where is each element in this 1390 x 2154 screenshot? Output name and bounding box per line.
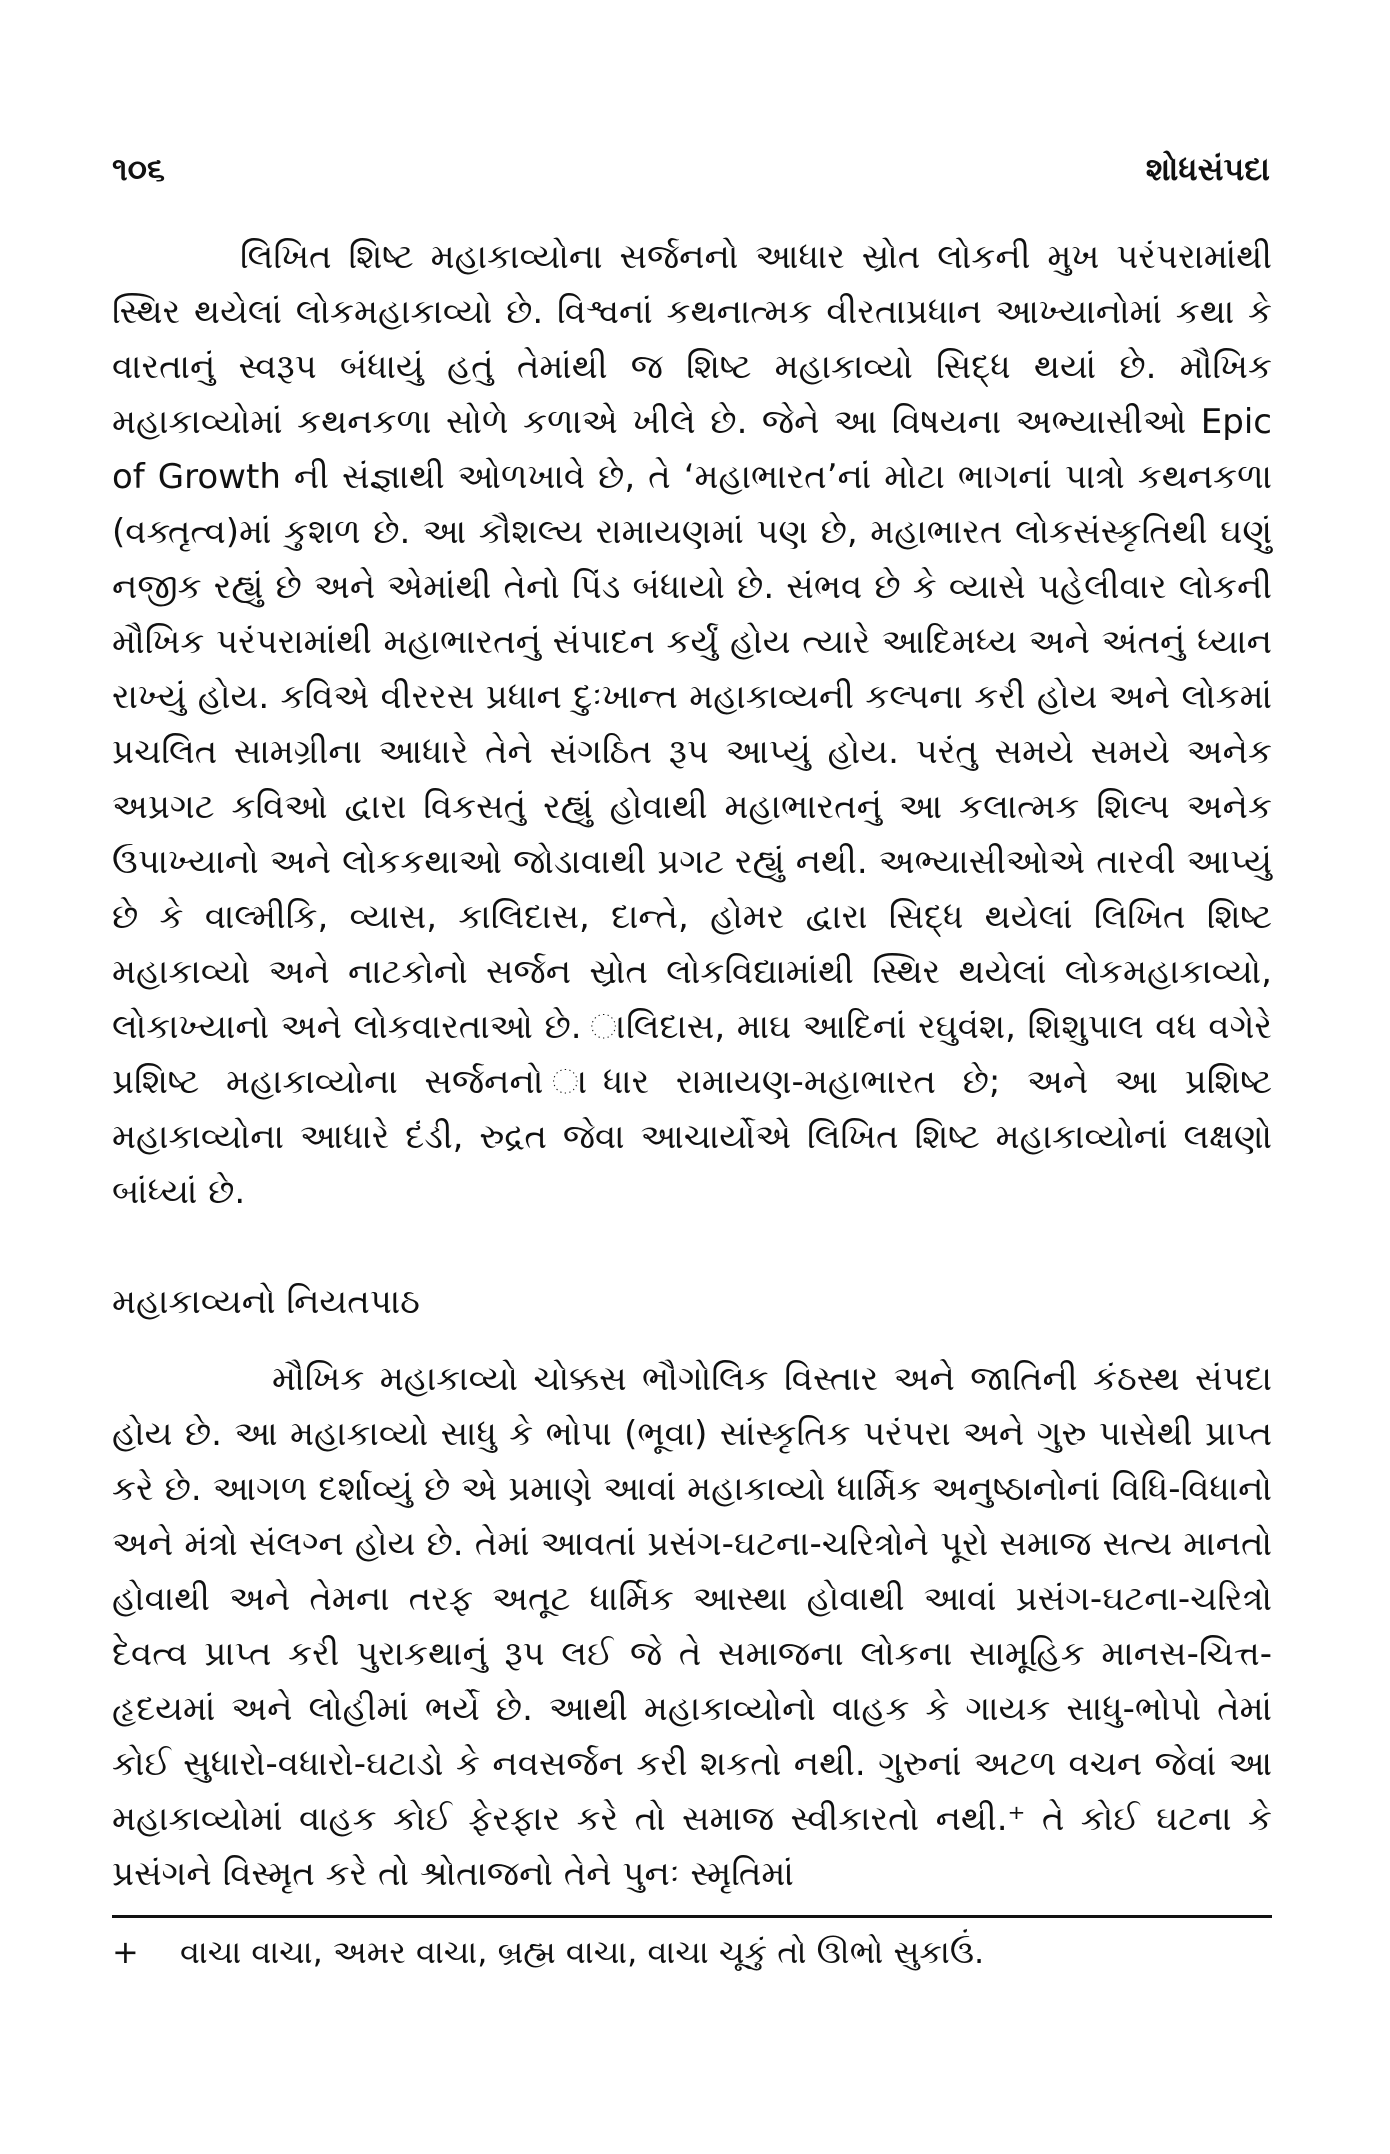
footnote-marker: +: [112, 1933, 139, 1971]
body-paragraph-1: લિખિત શિષ્ટ મહાકાવ્યોના સર્જનનો આધાર સ્રોત લોકની મુખ પરંપરામાંથી સ્થિર થયેલાં લોકમહાકાવ્યો છે. વિશ્વનાં કથનાત્મક વીરતાપ્રધાન આખ્યાનોમાં કથા કે વારતાનું સ્વરૂપ બંધાયું હતું તેમાંથી જ શિષ્ટ મહાકાવ્યો સિદ્ધ થયાં છે. મૌખિક મહાકાવ્યોમાં કથનકળા સોળે કળાએ ખીલે છે. જેને આ વિષયના અભ્યાસીઓ Epic of Growth ની સંજ્ઞાથી ઓળખાવે છે, તે ‘મહાભારત’નાં મોટા ભાગનાં પાત્રો કથનકળા (વક્તૃત્વ)માં કુશળ છે. આ કૌશલ્ય રામાયણમાં પણ છે, મહાભારત લોકસંસ્કૃતિથી ઘણું નજીક રહ્યું છે અને એમાંથી તેનો પિંડ બંધાયો છે. સંભવ છે કે વ્યાસે પહેલીવાર લોકની મૌખિક પરંપરામાંથી મહાભારતનું સંપાદન કર્યું હોય ત્યારે આદિમધ્ય અને અંતનું ધ્યાન રાખ્યું હોય. કવિએ વીરરસ પ્રધાન દુઃખાન્ત મહાકાવ્યની કલ્પના કરી હોય અને લોકમાં પ્રચલિત સામગ્રીના આધારે તેને સંગઠિત રૂપ આપ્યું હોય. પરંતુ સમયે સમયે અનેક અપ્રગટ કવિઓ દ્વારા વિકસતું રહ્યું હોવાથી મહાભારતનું આ કલાત્મક શિલ્પ અનેક ઉપાખ્યાનો અને લોકકથાઓ જોડાવાથી પ્રગટ રહ્યું નથી. અભ્યાસીઓએ તારવી આપ્યું છે કે વાલ્મીકિ, વ્યાસ, કાલિદાસ, દાન્તે, હોમર દ્વારા સિદ્ધ થયેલાં લિખિત શિષ્ટ મહાકાવ્યો અને નાટકોનો સર્જન સ્રોત લોકવિદ્યામાંથી સ્થિર થયેલાં લોકમહાકાવ્યો, લોકાખ્યાનો અને લોકવારતાઓ છે. ાલિદાસ, માઘ આદિનાં રઘુવંશ, શિશુપાલ વધ વગેરે પ્રશિષ્ટ મહાકાવ્યોના સર્જનનો ાધાર રામાયણ-મહાભારત છે; અને આ પ્રશિષ્ટ મહાકાવ્યોના આધારે દંડી, રુદ્રત જેવા આચાર્યોએ લિખિત શિષ્ટ મહાકાવ્યોનાં લક્ષણો બાંધ્યાં છે.: [112, 237, 1272, 1212]
page-number: ૧૦૬: [112, 150, 165, 188]
footnote-text: વાચા વાચા, અમર વાચા, બ્રહ્મ વાચા, વાચા ચૂકું તો ઊભો સુકાઉં.: [180, 1933, 985, 1971]
running-head: શોધસંપદા: [1145, 150, 1270, 188]
page-header: [112, 150, 1270, 200]
body-paragraph-2: મૌખિક મહાકાવ્યો ચોક્કસ ભૌગોલિક વિસ્તાર અને જાતિની કંઠસ્થ સંપદા હોય છે. આ મહાકાવ્યો સાધુ કે ભોપા (ભૂવા) સાંસ્કૃતિક પરંપરા અને ગુરુ પાસેથી પ્રાપ્ત કરે છે. આગળ દર્શાવ્યું છે એ પ્રમાણે આવાં મહાકાવ્યો ધાર્મિક અનુષ્ઠાનોનાં વિધિ-વિધાનો અને મંત્રો સંલગ્ન હોય છે. તેમાં આવતાં પ્રસંગ-ઘટના-ચરિત્રોને પૂરો સમાજ સત્ય માનતો હોવાથી અને તેમના તરફ અતૂટ ધાર્મિક આસ્થા હોવાથી આવાં પ્રસંગ-ઘટના-ચરિત્રો દેવત્વ પ્રાપ્ત કરી પુરાકથાનું રૂપ લઈ જે તે સમાજના લોકના સામૂહિક માનસ-ચિત્ત-હૃદયમાં અને લોહીમાં ભર્યે છે. આથી મહાકાવ્યોનો વાહક કે ગાયક સાધુ-ભોપો તેમાં કોઈ સુધારો-વધારો-ઘટાડો કે નવસર્જન કરી શકતો નથી. ગુરુનાં અટળ વચન જેવાં આ મહાકાવ્યોમાં વાહક કોઈ ફેરફાર કરે તો સમાજ સ્વીકારતો નથી.⁺ તે કોઈ ઘટના કે પ્રસંગને વિસ્મૃત કરે તો શ્રોતાજનો તેને પુનઃ સ્મૃતિમાં: [112, 1359, 1272, 1894]
footnote-divider: [112, 1915, 1272, 1918]
footnote: [112, 1928, 1272, 1976]
section-heading: મહાકાવ્યનો નિયતપાઠ: [112, 1282, 420, 1322]
